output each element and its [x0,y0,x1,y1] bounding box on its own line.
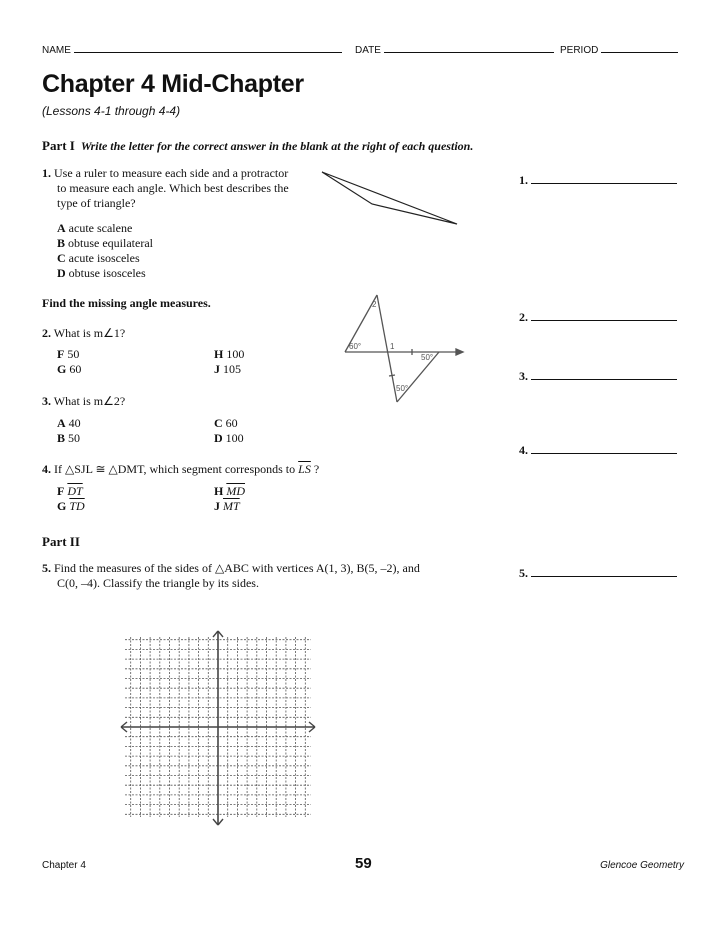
option[interactable]: D 100 [214,431,244,445]
option[interactable]: H 100 [214,347,245,361]
triangle-figure-q1 [322,172,457,224]
page-number: 59 [355,855,372,872]
option[interactable]: A 40 [57,416,81,430]
coordinate-grid [115,625,320,830]
question-4: 4. If △SJL ≅ △DMT, which segment corresponds to $\overline{LS}$ ? [42,462,320,476]
question-1: 1. Use a ruler to measure each side and a protractor to measure each angle. Which best describes the type of triangle? [42,166,289,210]
option[interactable]: G $\overline{TD}$ [57,499,85,513]
option[interactable]: B obtuse equilateral [57,236,153,250]
option[interactable]: C 60 [214,416,238,430]
question-3: 3. What is m∠2? [42,394,126,408]
angle-label-1: 1 [390,342,395,351]
answer-blank-1[interactable]: 1. [519,171,677,188]
subtitle: (Lessons 4-1 through 4-4) [42,104,181,118]
option[interactable]: G 60 [57,362,82,376]
period-label: PERIOD [560,45,599,56]
answer-blank-2[interactable]: 2. [519,308,677,325]
angle-label-50-bottom: 50° [396,384,409,393]
q3-options-right [214,416,244,446]
option[interactable]: A acute scalene [57,221,133,235]
option[interactable]: F $\overline{DT}$ [57,484,83,498]
footer-chapter: Chapter 4 [42,860,86,871]
option[interactable]: D obtuse isosceles [57,266,146,280]
section-heading: Find the missing angle measures. [42,296,211,310]
name-label: NAME [42,45,71,56]
q2-options-right [214,347,244,377]
angle-label-50-right: 50° [421,353,434,362]
option[interactable]: F 50 [57,347,80,361]
option[interactable]: J $\overline{MT}$ [214,499,240,513]
answer-blank-3[interactable]: 3. [519,367,677,384]
part2-heading: Part II [42,534,80,549]
angle-label-60: 60° [349,342,362,351]
date-label: DATE [355,45,381,56]
answer-blank-4[interactable]: 4. [519,441,677,458]
question-2: 2. What is m∠1? [42,326,126,340]
angle-label-2: 2 [372,300,377,309]
footer-book: Glencoe Geometry [600,860,684,871]
q4-options-right [214,484,245,514]
page-title: Chapter 4 Mid-Chapter [42,70,304,98]
option[interactable]: C acute isosceles [57,251,140,265]
q4-options-left [57,484,85,514]
question-5: 5. Find the measures of the sides of △ABC with vertices A(1, 3), B(5, –2), and C(0, –4). Classify the triangle by its sides. [42,561,420,590]
q2-options-left [57,347,81,377]
q3-options-left [57,416,81,446]
answer-blank-5[interactable]: 5. [519,564,677,581]
part1-heading: Part I Write the letter for the correct answer in the blank at the right of each question. [42,138,474,153]
option[interactable]: H $\overline{MD}$ [214,484,246,498]
option[interactable]: B 50 [57,431,81,445]
option[interactable]: J 105 [214,362,241,376]
